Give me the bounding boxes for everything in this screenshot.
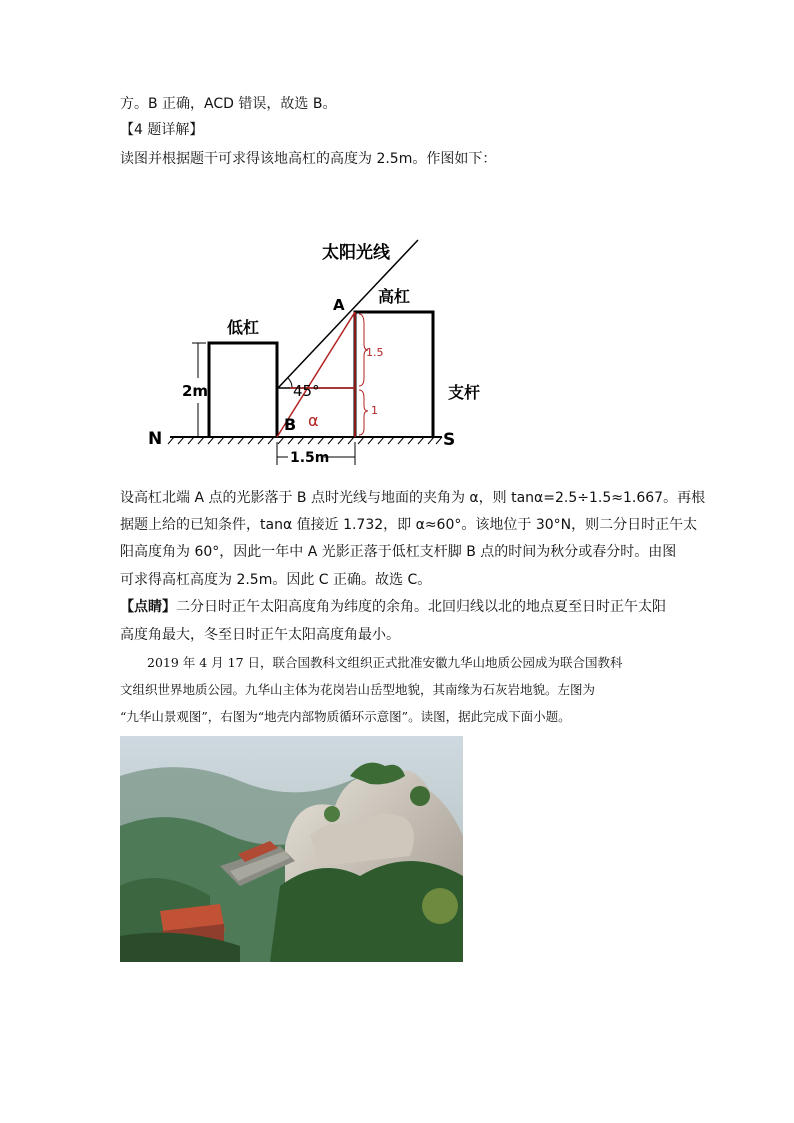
text-line: 方。B 正确，ACD 错误，故选 B。 (120, 96, 337, 112)
support-label: 支杆 (448, 383, 481, 402)
alpha-label: α (308, 411, 319, 430)
text-line: 可求得高杠高度为 2.5m。因此 C 正确。故选 C。 (120, 572, 432, 588)
point-b-label: B (284, 415, 297, 434)
distance-label: 1.5m (290, 450, 330, 466)
height-2m-label: 2m (182, 382, 209, 400)
sun-angle-diagram (140, 228, 500, 473)
text-line: 据题上给的已知条件，tanα 值接近 1.732，即 α≈60°。该地位于 30°N，则二分日时正午太 (120, 517, 698, 533)
point-a-label: A (333, 296, 345, 314)
angle-45-label: 45° (293, 382, 320, 400)
brace-lower (359, 390, 368, 435)
tip-line (120, 597, 666, 617)
low-bar-label: 低杠 (227, 318, 260, 337)
high-bar-label: 高杠 (378, 287, 411, 306)
south-label: S (443, 430, 456, 450)
north-label: N (148, 429, 163, 449)
segment-1-label: 1 (371, 404, 378, 417)
high-bar-frame (355, 312, 433, 437)
segment-1-5-label: 1.5 (366, 346, 384, 359)
tip-text: 二分日时正午太阳高度角为纬度的余角。北回归线以北的地点夏至日时正午太阳 (176, 599, 666, 615)
question-line: “九华山景观图”，右图为“地壳内部物质循环示意图”。读图，据此完成下面小题。 (120, 709, 571, 724)
text-line: 高度角最大，冬至日时正午太阳高度角最小。 (120, 627, 400, 643)
tip-heading: 【点睛】 (120, 599, 176, 615)
text-line: 读图并根据题干可求得该地高杠的高度为 2.5m。作图如下： (120, 151, 497, 167)
question-line: 2019 年 4 月 17 日，联合国教科文组织正式批准安徽九华山地质公园成为联合国教科 (147, 655, 623, 670)
section-heading: 【4 题详解】 (120, 122, 204, 138)
ground-hatching (168, 437, 442, 444)
sun-ray-label: 太阳光线 (322, 243, 390, 263)
jiuhuashan-landscape-photo (120, 736, 463, 962)
angle-45-arc (288, 378, 292, 388)
text-line: 设高杠北端 A 点的光影落于 B 点时光线与地面的夹角为 α，则 tanα=2.5÷1.5≈1.667。再根 (120, 490, 706, 506)
question-line: 文组织世界地质公园。九华山主体为花岗岩山岳型地貌，其南缘为石灰岩地貌。左图为 (120, 682, 596, 697)
low-bar-frame (209, 343, 277, 437)
text-line: 阳高度角为 60°，因此一年中 A 光影正落于低杠支杆脚 B 点的时间为秋分或春分时。由图 (120, 544, 677, 560)
